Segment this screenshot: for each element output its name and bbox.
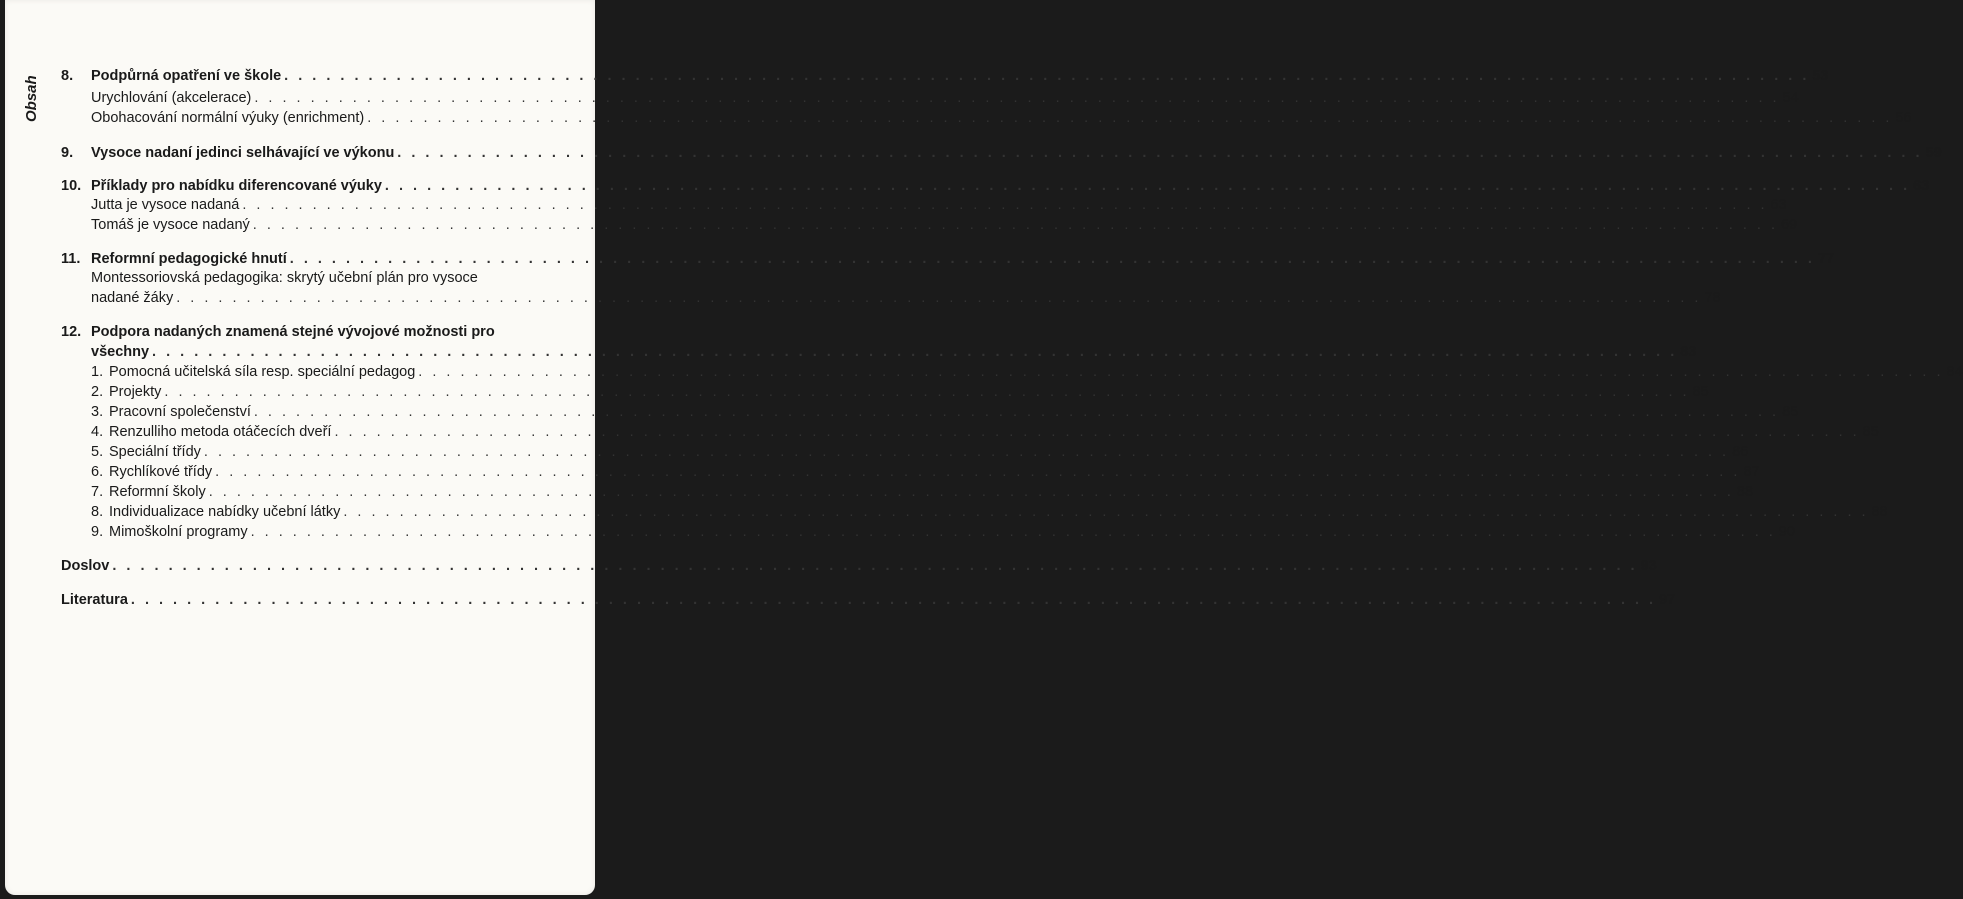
toc-entry-12-8[interactable]: [61, 503, 1888, 521]
entry-title: Mimoškolní programy: [109, 524, 248, 540]
dot-leader: [397, 144, 1922, 162]
dot-leader: [418, 363, 1943, 381]
dot-leader: [385, 177, 1910, 195]
dot-leader: [112, 557, 1637, 575]
toc-entry-chapter-9[interactable]: [61, 144, 1942, 162]
dot-leader: [131, 591, 1656, 609]
entry-number: 9.: [61, 145, 74, 161]
toc-entry-chapter-10[interactable]: [61, 177, 1930, 195]
entry-page: 63: [1913, 178, 1930, 194]
entry-page: 78: [1704, 290, 1721, 306]
entry-title: Příklady pro nabídku diferencované výuky: [91, 178, 382, 194]
dot-leader: [251, 523, 1776, 541]
toc-entry-12-3[interactable]: [61, 403, 1799, 421]
entry-page: 59: [1925, 145, 1942, 161]
dot-leader: [215, 463, 1740, 481]
entry-title: Reformní školy: [109, 484, 206, 500]
dot-leader: [367, 109, 1892, 127]
entry-title: Doslov: [61, 558, 110, 574]
entry-page: 53: [1812, 68, 1829, 84]
toc-entry-tomas[interactable]: [61, 216, 1798, 234]
entry-title: Tomáš je vysoce nadaný: [91, 217, 250, 233]
entry-page: 85: [1862, 424, 1879, 440]
toc-entry-jutta[interactable]: [61, 196, 1787, 214]
dot-leader: [242, 196, 1767, 214]
entry-title: Obohacování normální výuky (enrichment): [91, 110, 365, 126]
entry-page: 85: [1782, 404, 1799, 420]
toc-entry-chapter-8[interactable]: [61, 67, 1829, 85]
entry-page: 97: [1659, 592, 1676, 608]
entry-title: Vysoce nadaní jedinci selhávající ve výkonu: [91, 145, 395, 161]
entry-number: 1.: [91, 364, 104, 380]
entry-page: 87: [1743, 464, 1760, 480]
entry-page: 90: [1778, 524, 1795, 540]
entry-number: 2.: [91, 384, 104, 400]
dot-leader: [254, 403, 1779, 421]
entry-page: 56: [1895, 110, 1912, 126]
entry-number: 9.: [91, 524, 104, 540]
entry-number: 4.: [91, 424, 104, 440]
dot-leader: [209, 483, 1734, 501]
entry-title: všechny: [91, 344, 150, 360]
entry-title-line1: Montessoriovská pedagogika: skrytý učební plán pro vysoce: [91, 270, 478, 286]
entry-number: 5.: [91, 444, 104, 460]
dot-leader: [204, 443, 1729, 461]
toc-entry-12-1[interactable]: [61, 363, 1963, 381]
toc-entry-12-2[interactable]: [61, 383, 1709, 401]
toc-entry-chapter-11[interactable]: [61, 250, 1835, 268]
entry-page: 88: [1871, 504, 1888, 520]
entry-title: Pomocná učitelská síla resp. speciální pedagog: [109, 364, 416, 380]
dot-leader: [334, 423, 1859, 441]
entry-number: 7.: [91, 484, 104, 500]
entry-number: 8.: [91, 504, 104, 520]
dot-leader: [253, 216, 1778, 234]
entry-page: 83: [1680, 344, 1697, 360]
dot-leader: [254, 89, 1779, 107]
dot-leader: [176, 289, 1701, 307]
entry-title: Pracovní společenství: [109, 404, 251, 420]
entry-title: Projekty: [109, 384, 162, 400]
dot-leader: [290, 250, 1815, 268]
dot-leader: [164, 383, 1689, 401]
toc-entry-montessori[interactable]: [61, 289, 1721, 307]
entry-title: nadané žáky: [91, 290, 174, 306]
toc-entry-12-5[interactable]: [61, 443, 1749, 461]
entry-title: Urychlování (akcelerace): [91, 90, 252, 106]
entry-number: 6.: [91, 464, 104, 480]
toc-entry-12-9[interactable]: [61, 523, 1795, 541]
entry-title: Literatura: [61, 592, 128, 608]
toc-entry-12-6[interactable]: [61, 463, 1760, 481]
entry-page: 88: [1736, 484, 1754, 500]
entry-title: Renzulliho metoda otáčecích dveří: [109, 424, 332, 440]
entry-number: 10.: [61, 178, 82, 194]
toc-entry-12-7[interactable]: [61, 483, 1754, 501]
entry-page: 86: [1732, 444, 1749, 460]
entry-page: 84: [1946, 364, 1963, 380]
toc-entry-literatura[interactable]: [61, 591, 1676, 609]
toc-entry-obohacovani[interactable]: [61, 109, 1912, 127]
entry-page: 77: [1817, 251, 1835, 267]
entry-title: Rychlíkové třídy: [109, 464, 213, 480]
toc-entry-chapter-12[interactable]: [61, 343, 1697, 361]
toc-entry-urychlovani[interactable]: [61, 89, 1799, 107]
entry-page: 54: [1782, 90, 1799, 106]
entry-page: 63: [1770, 197, 1787, 213]
entry-title: Individualizace nabídky učební látky: [109, 504, 341, 520]
entry-title: Reformní pedagogické hnutí: [91, 251, 287, 267]
toc-entry-12-4[interactable]: [61, 423, 1879, 441]
toc-entry-doslov[interactable]: [61, 557, 1657, 575]
entry-page: 93: [1640, 558, 1657, 574]
entry-title-line1: Podpora nadaných znamená stejné vývojové možnosti pro: [91, 324, 495, 340]
entry-number: 3.: [91, 404, 104, 420]
entry-title: Jutta je vysoce nadaná: [91, 197, 240, 213]
book-page: [5, 0, 1963, 895]
dot-leader: [152, 343, 1677, 361]
entry-title: Podpůrná opatření ve škole: [91, 68, 282, 84]
entry-number: 8.: [61, 68, 74, 84]
dot-leader: [343, 503, 1868, 521]
entry-title: Speciální třídy: [109, 444, 201, 460]
dot-leader: [284, 67, 1809, 85]
running-head: Obsah: [23, 75, 40, 122]
entry-page: 85: [1692, 384, 1709, 400]
entry-number: 11.: [61, 251, 81, 267]
entry-page: 69: [1780, 217, 1798, 233]
entry-number: 12.: [61, 324, 82, 340]
